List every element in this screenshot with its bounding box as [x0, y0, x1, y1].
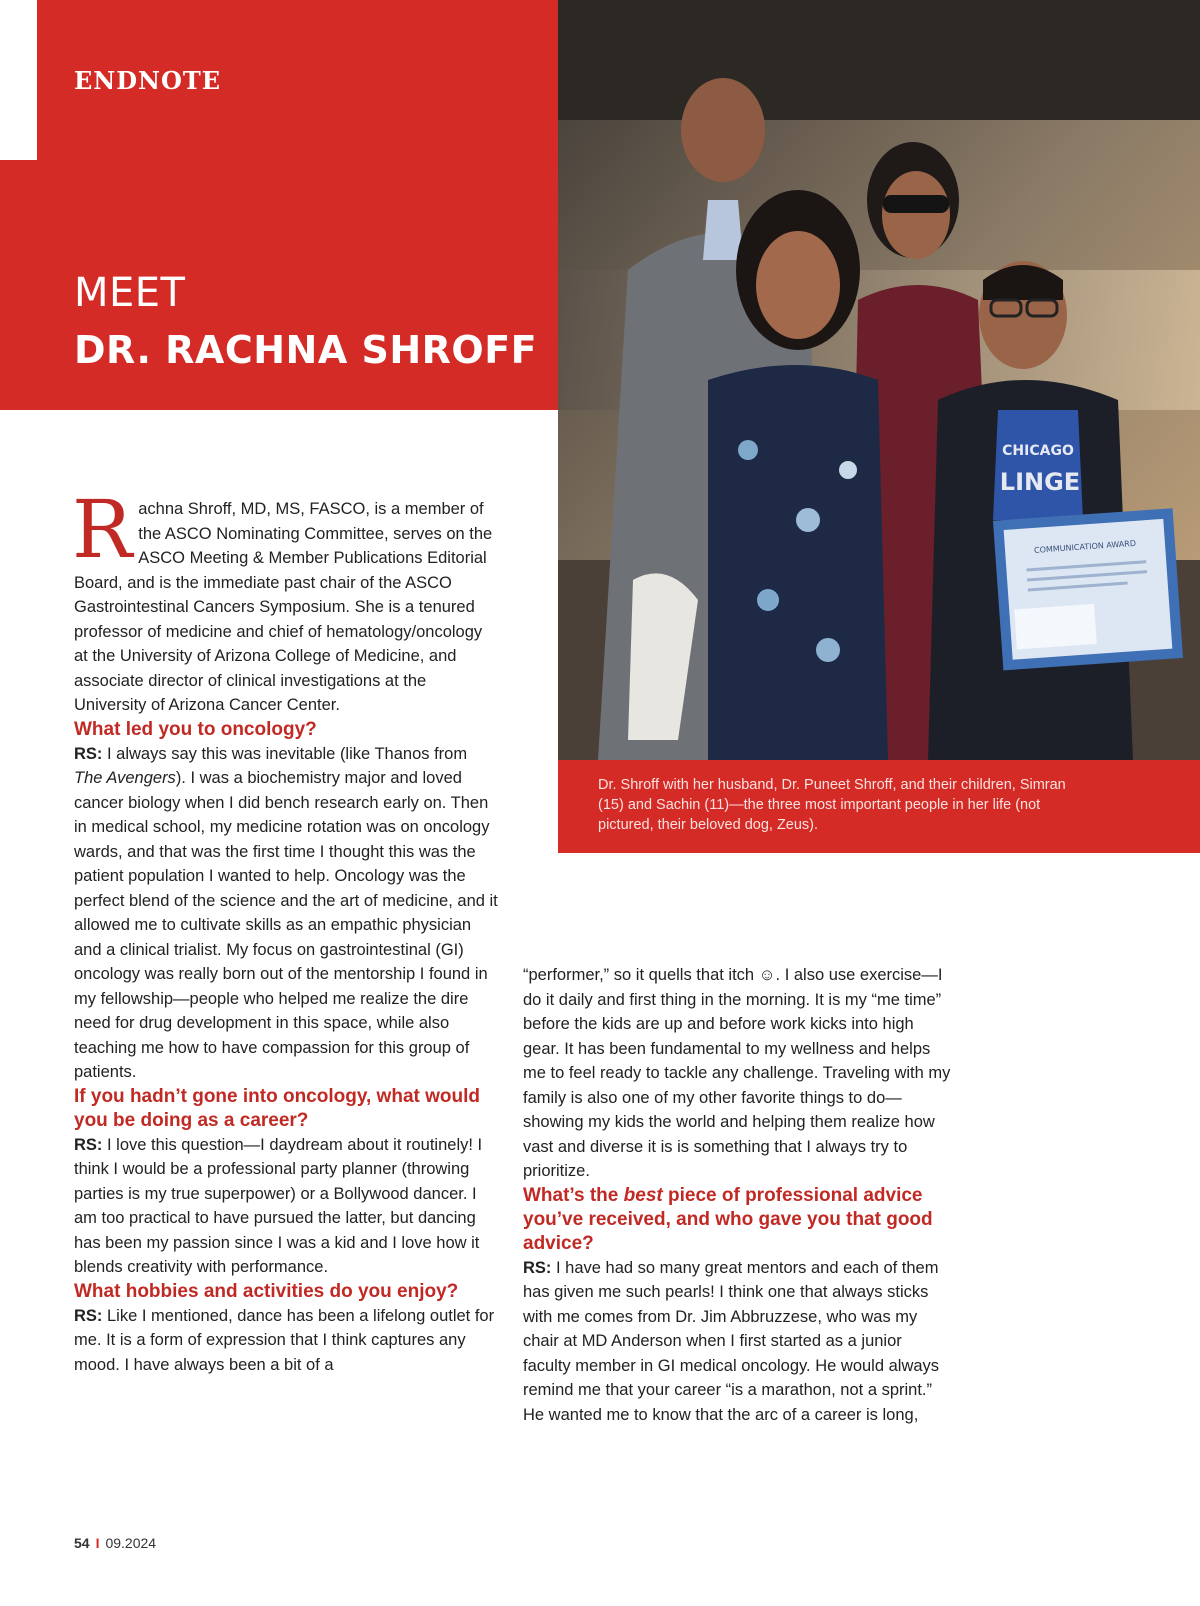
intro-text: achna Shroff, MD, MS, FASCO, is a member of the ASCO Nominating Committee, serves on the ASCO Meeting & Member Publications Editorial Board, and is the immediate past chair of the ASCO Gastrointestinal Cancers Symposium. She is a tenured professor of medicine and chief of hematology/oncology at the University of Arizona College of Medicine, and associate director of clinical investigations at the University of Arizona Cancer Center. [74, 500, 493, 714]
award-certificate [993, 508, 1183, 670]
question-4-text-b: piece of professional advice you’ve received, and who gave you that good advice? [523, 1184, 933, 1254]
answer-1-text-b: ). I was a biochemistry major and loved cancer biology when I did bench research early on. Then in medical school, my medicine rotation was on oncology wards, and that was the first time I thought this was the patient population I wanted to help. Oncology was the perfect blend of the science and the art of medicine, and it allowed me to cultivate skills as an empathic physician and a clinical trialist. My focus on gastrointestinal (GI) oncology was really born out of the mentorship I found in my fellowship—people who helped me realize the dire need for drug development in this space, while also teaching me how to have compassion for this group of patients. [74, 769, 498, 1081]
answer-3-text-a: Like I mentioned, dance has been a lifelong outlet for me. It is a form of expression that I think captures any mood. I have always been a bit of a [74, 1306, 495, 1374]
article-column-1 [72, 483, 499, 1377]
family-photo [558, 0, 1200, 760]
answer-1-text-a: I always say this was inevitable (like Thanos from [102, 744, 468, 763]
question-4 [523, 1184, 953, 1256]
answer-2 [74, 1133, 499, 1280]
page-footer [74, 1535, 156, 1551]
certificate-title: COMMUNICATION AWARD [1033, 538, 1137, 555]
answer-prefix: RS: [74, 1135, 103, 1154]
question-4-italic: best [623, 1184, 663, 1206]
page-number: 54 [74, 1535, 90, 1551]
answer-3-continued: “performer,” so it quells that itch ☺. I also use exercise—I do it daily and first thing in the morning. It is my “me time” before the kids are up and before work kicks into high gear. It has been fundamental to my wellness and helps me to feel ready to tackle any challenge. Traveling with my family is also one of my other favorite things to do—showing my kids the world and helping them realize how vast and diverse it is is something that I always try to prioritize. [523, 966, 951, 1180]
section-label: ENDNOTE [74, 66, 222, 95]
title-name: DR. RACHNA SHROFF [74, 328, 538, 372]
footer-separator: I [95, 1535, 100, 1551]
answer-1-italic: The Avengers [74, 769, 176, 787]
header-white-notch [0, 0, 37, 160]
question-1: What led you to oncology? [74, 718, 317, 740]
issue-date: 09.2024 [105, 1535, 157, 1551]
shirt-text: CHICAGO [1002, 443, 1074, 459]
question-2: If you hadn’t gone into oncology, what would you be doing as a career? [74, 1085, 480, 1131]
answer-4 [523, 1256, 953, 1428]
answer-prefix: RS: [74, 744, 103, 763]
drop-cap: R [72, 483, 133, 576]
question-3: What hobbies and activities do you enjoy? [74, 1280, 459, 1302]
photo-caption-box [558, 760, 1200, 853]
answer-prefix: RS: [74, 1306, 103, 1325]
question-4-text-a: What’s the [523, 1184, 624, 1206]
answer-prefix: RS: [523, 1258, 552, 1277]
photo-caption: Dr. Shroff with her husband, Dr. Puneet Shroff, and their children, Simran (15) and Sachin (11)—the three most important people in her life (not pictured, their beloved dog, Zeus). [598, 777, 1066, 833]
shirt-text-2: LINGE [999, 468, 1081, 496]
title-meet: MEET [74, 270, 186, 316]
answer-2-text: I love this question—I daydream about it routinely! I think I would be a professional party planner (throwing parties is my true superpower) or a Bollywood dancer. I am too practical to have pursued the latter, but dancing has been my passion since I was a kid and I love how it blends creativity with performance. [74, 1135, 483, 1276]
article-column-2 [523, 963, 953, 1427]
intro-paragraph [72, 483, 499, 718]
answer-3-start [74, 1304, 499, 1378]
answer-1 [74, 742, 499, 1085]
answer-4-text: I have had so many great mentors and each of them has given me such pearls! I think one that always sticks with me comes from Dr. Jim Abbruzzese, who was my chair at MD Anderson when I first started as a junior faculty member in GI medical oncology. He would always remind me that your career “is a marathon, not a sprint.” He wanted me to know that the arc of a career is long, [523, 1258, 940, 1424]
